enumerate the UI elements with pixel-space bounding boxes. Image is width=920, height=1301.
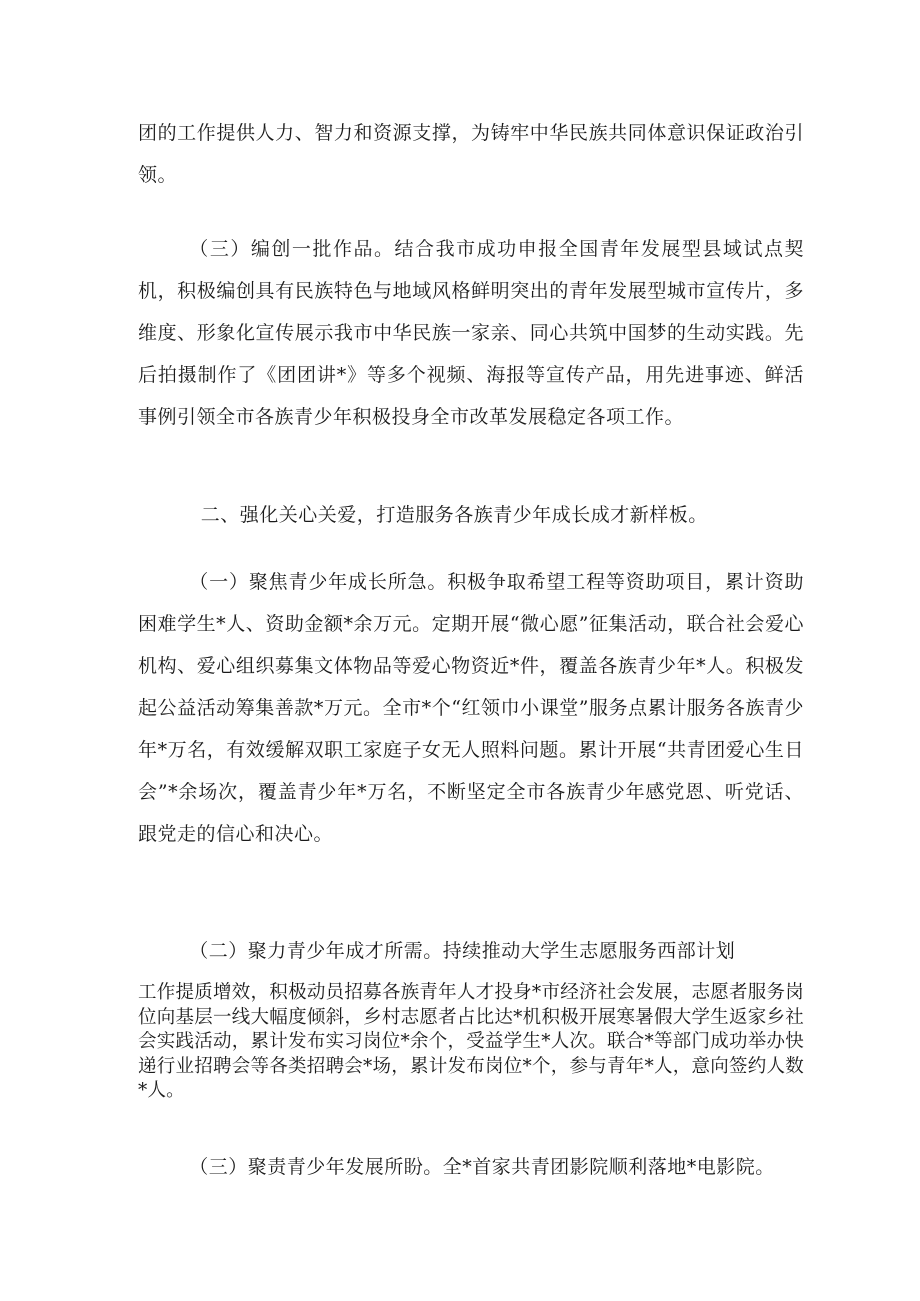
paragraph-continuation: 团的工作提供人力、智力和资源支撑，为铸牢中华民族共同体意识保证政治引领。 — [138, 122, 804, 186]
paragraph-development-hopes: （三）聚责青少年发展所盼。全*首家共青团影院顺利落地*电影院。 — [189, 1156, 775, 1178]
section-heading-2: 二、强化关心关爱，打造服务各族青少年成长成才新样板。 — [200, 504, 708, 526]
paragraph-growth-needs: （一）聚焦青少年成长所急。积极争取希望工程等资助项目，累计资助困难学生*人、资助金额*余万元。定期开展“微心愿”征集活动，联合社会爱心机构、爱心组织募集文体物品等爱心物资近*件，覆盖各族青少年*人。积极发起公益活动筹集善款*万元。全市*个“红领巾小课堂”服务点累计服务各族青少年*万名，有效缓解双职工家庭子女无人照料问题。累计开展“共青团爱心生日会”*余场次，覆盖青少年*万名，不断坚定全市各族青少年感党恩、听党话、跟党走的信心和决心。 — [138, 571, 804, 845]
paragraph-section-3-works: （三）编创一批作品。结合我市成功申报全国青年发展型县域试点契机，积极编创具有民族特色与地域风格鲜明突出的青年发展型城市宣传片，多维度、形象化宣传展示我市中华民族一家亲、同心共筑中国梦的生动实践。先后拍摄制作了《团团讲*》等多个视频、海报等宣传产品，用先进事迹、鲜活事例引领全市各族青少年积极投身全市改革发展稳定各项工作。 — [138, 238, 804, 428]
paragraph-talent-needs-continued: 工作提质增效，积极动员招募各族青年人才投身*市经济社会发展，志愿者服务岗位向基层一线大幅度倾斜，乡村志愿者占比达*机积极开展寒暑假大学生返家乡社会实践活动，累计发布实习岗位*余个，受益学生*人次。联合*等部门成功举办快递行业招聘会等各类招聘会*场，累计发布岗位*个，参与青年*人，意向签约人数*人。 — [138, 982, 804, 1101]
paragraph-talent-needs: （二）聚力青少年成才所需。持续推动大学生志愿服务西部计划 — [189, 940, 736, 962]
